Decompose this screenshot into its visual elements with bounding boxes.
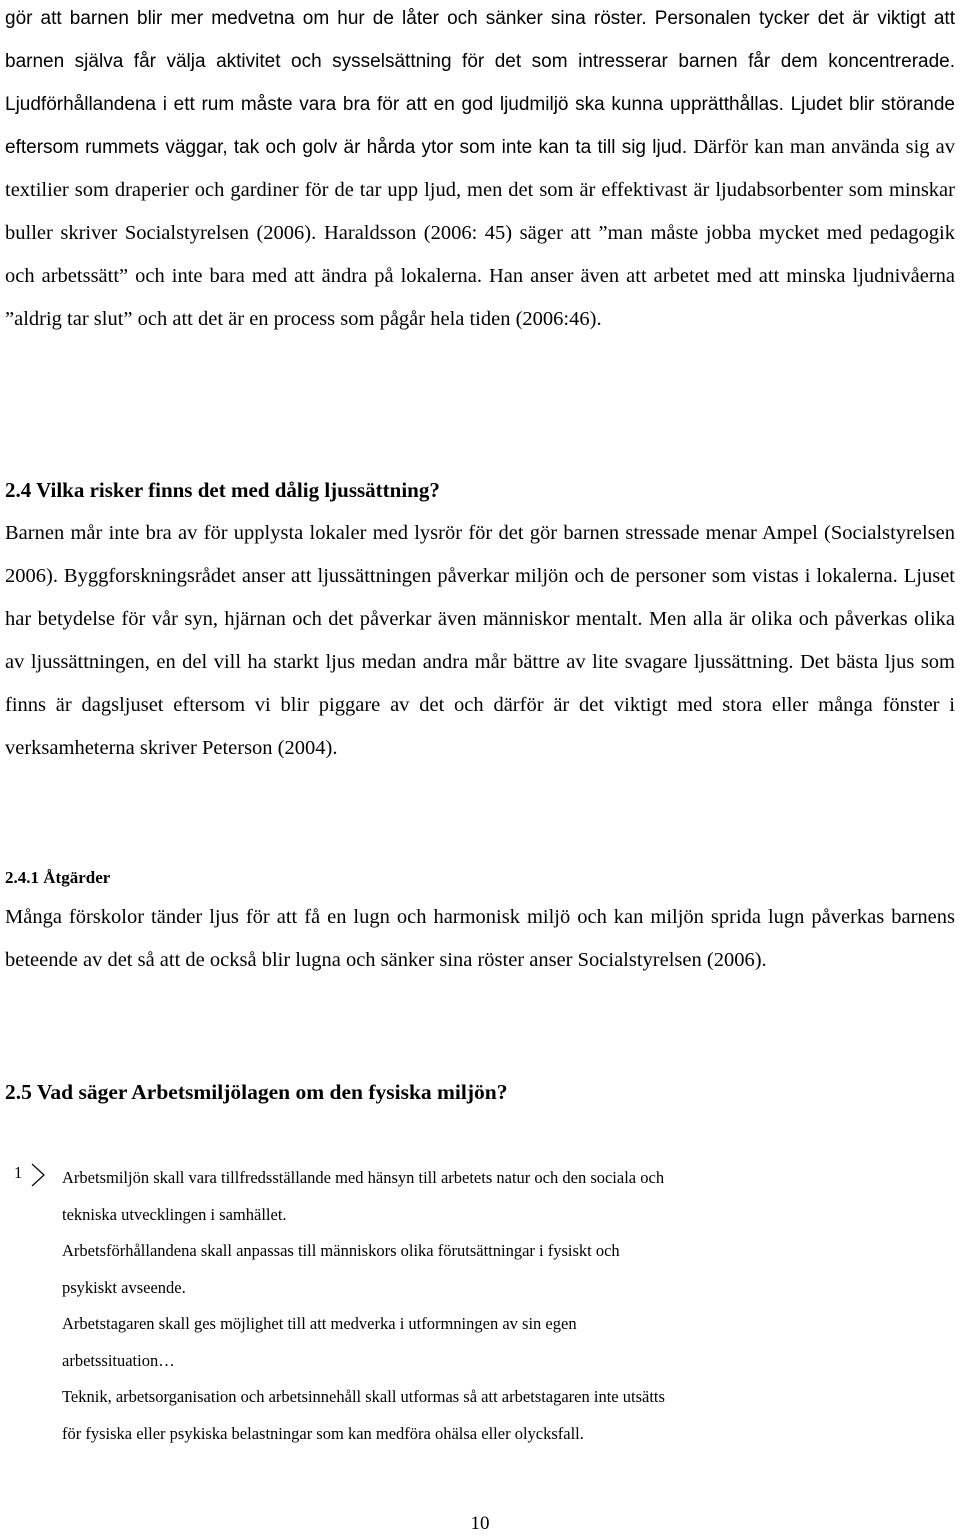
body-paragraph-measures: Många förskolor tänder ljus för att få en lugn och harmonisk miljö och kan miljön sprida lugn påverkas barnens beteende av det så att de också blir lugna och sänker sina röster anser Socialstyrelsen (2006).	[5, 906, 955, 971]
footnote-line: Arbetsmiljön skall vara tillfredsställande med hänsyn till arbetets natur och den sociala och	[62, 1168, 665, 1187]
footnote-line: tekniska utvecklingen i samhället.	[62, 1204, 287, 1224]
paragraph-segment-2: Därför kan man använda sig av textilier som draperier och gardiner för de tar upp ljud, men det som är effektivast är ljudabsorbenter som minskar buller skriver Socialstyrelsen (2006).	[5, 136, 955, 244]
page-number: 10	[470, 1513, 490, 1534]
section-heading-2-5: 2.5 Vad säger Arbetsmiljölagen om den fysiska miljön?	[5, 1080, 508, 1104]
body-paragraph-sound	[5, 0, 955, 341]
section-heading-2-4: 2.4 Vilka risker finns det med dålig ljussättning?	[5, 478, 440, 502]
subsection-heading-2-4-1: 2.4.1 Åtgärder	[5, 868, 111, 887]
paragraph-segment-3: Haraldsson (2006: 45) säger att ”man måste jobba mycket med pedagogik och arbetssätt” och inte bara med att ändra på lokalerna. Han anser även att arbetet med att minska ljudnivåerna ”aldrig tar slut” och att det är en process som pågår hela tiden (2006:46).	[5, 222, 955, 330]
footnote-list	[62, 1160, 852, 1452]
footnote-line: Arbetstagaren skall ges möjlighet till att medverka i utformningen av sin egen	[62, 1314, 577, 1333]
footnote-line: psykiskt avseende.	[62, 1277, 186, 1297]
footnote-line: för fysiska eller psykiska belastningar som kan medföra ohälsa eller olycksfall.	[62, 1423, 584, 1443]
footnote-bracket-icon	[28, 1162, 48, 1188]
body-paragraph-lighting: Barnen mår inte bra av för upplysta lokaler med lysrör för det gör barnen stressade menar Ampel (Socialstyrelsen 2006). Byggforskningsrådet anser att ljussättningen påverkar miljön och de personer som vistas i lokalerna. Ljuset har betydelse för vår syn, hjärnan och det påverkar även människor mentalt. Men alla är olika och påverkas olika av ljussättningen, en del vill ha starkt ljus medan andra mår bättre av lite svagare ljussättning. Det bästa ljus som finns är dagsljuset eftersom vi blir piggare av det och därför är det viktigt med stora eller många fönster i verksamheterna skriver Peterson (2004).	[5, 522, 955, 759]
footnote-line: arbetssituation…	[62, 1350, 175, 1370]
footnote-line: Teknik, arbetsorganisation och arbetsinnehåll skall utformas så att arbetstagaren inte utsätts	[62, 1387, 665, 1406]
footnote-marker: 1	[14, 1163, 23, 1182]
footnote-line: Arbetsförhållandena skall anpassas till människors olika förutsättningar i fysiskt och	[62, 1241, 620, 1260]
paragraph-segment-1: gör att barnen blir mer medvetna om hur de låter och sänker sina röster. Personalen tycker det är viktigt att barnen själva får välja aktivitet och sysselsättning för det som intresserar barnen får dem koncentrerade. Ljudförhållandena i ett rum måste vara bra för att en god ljudmiljö ska kunna upprätthållas. Ljudet blir störande eftersom rummets väggar, tak och golv är hårda ytor som inte kan ta till sig ljud.	[5, 8, 955, 158]
